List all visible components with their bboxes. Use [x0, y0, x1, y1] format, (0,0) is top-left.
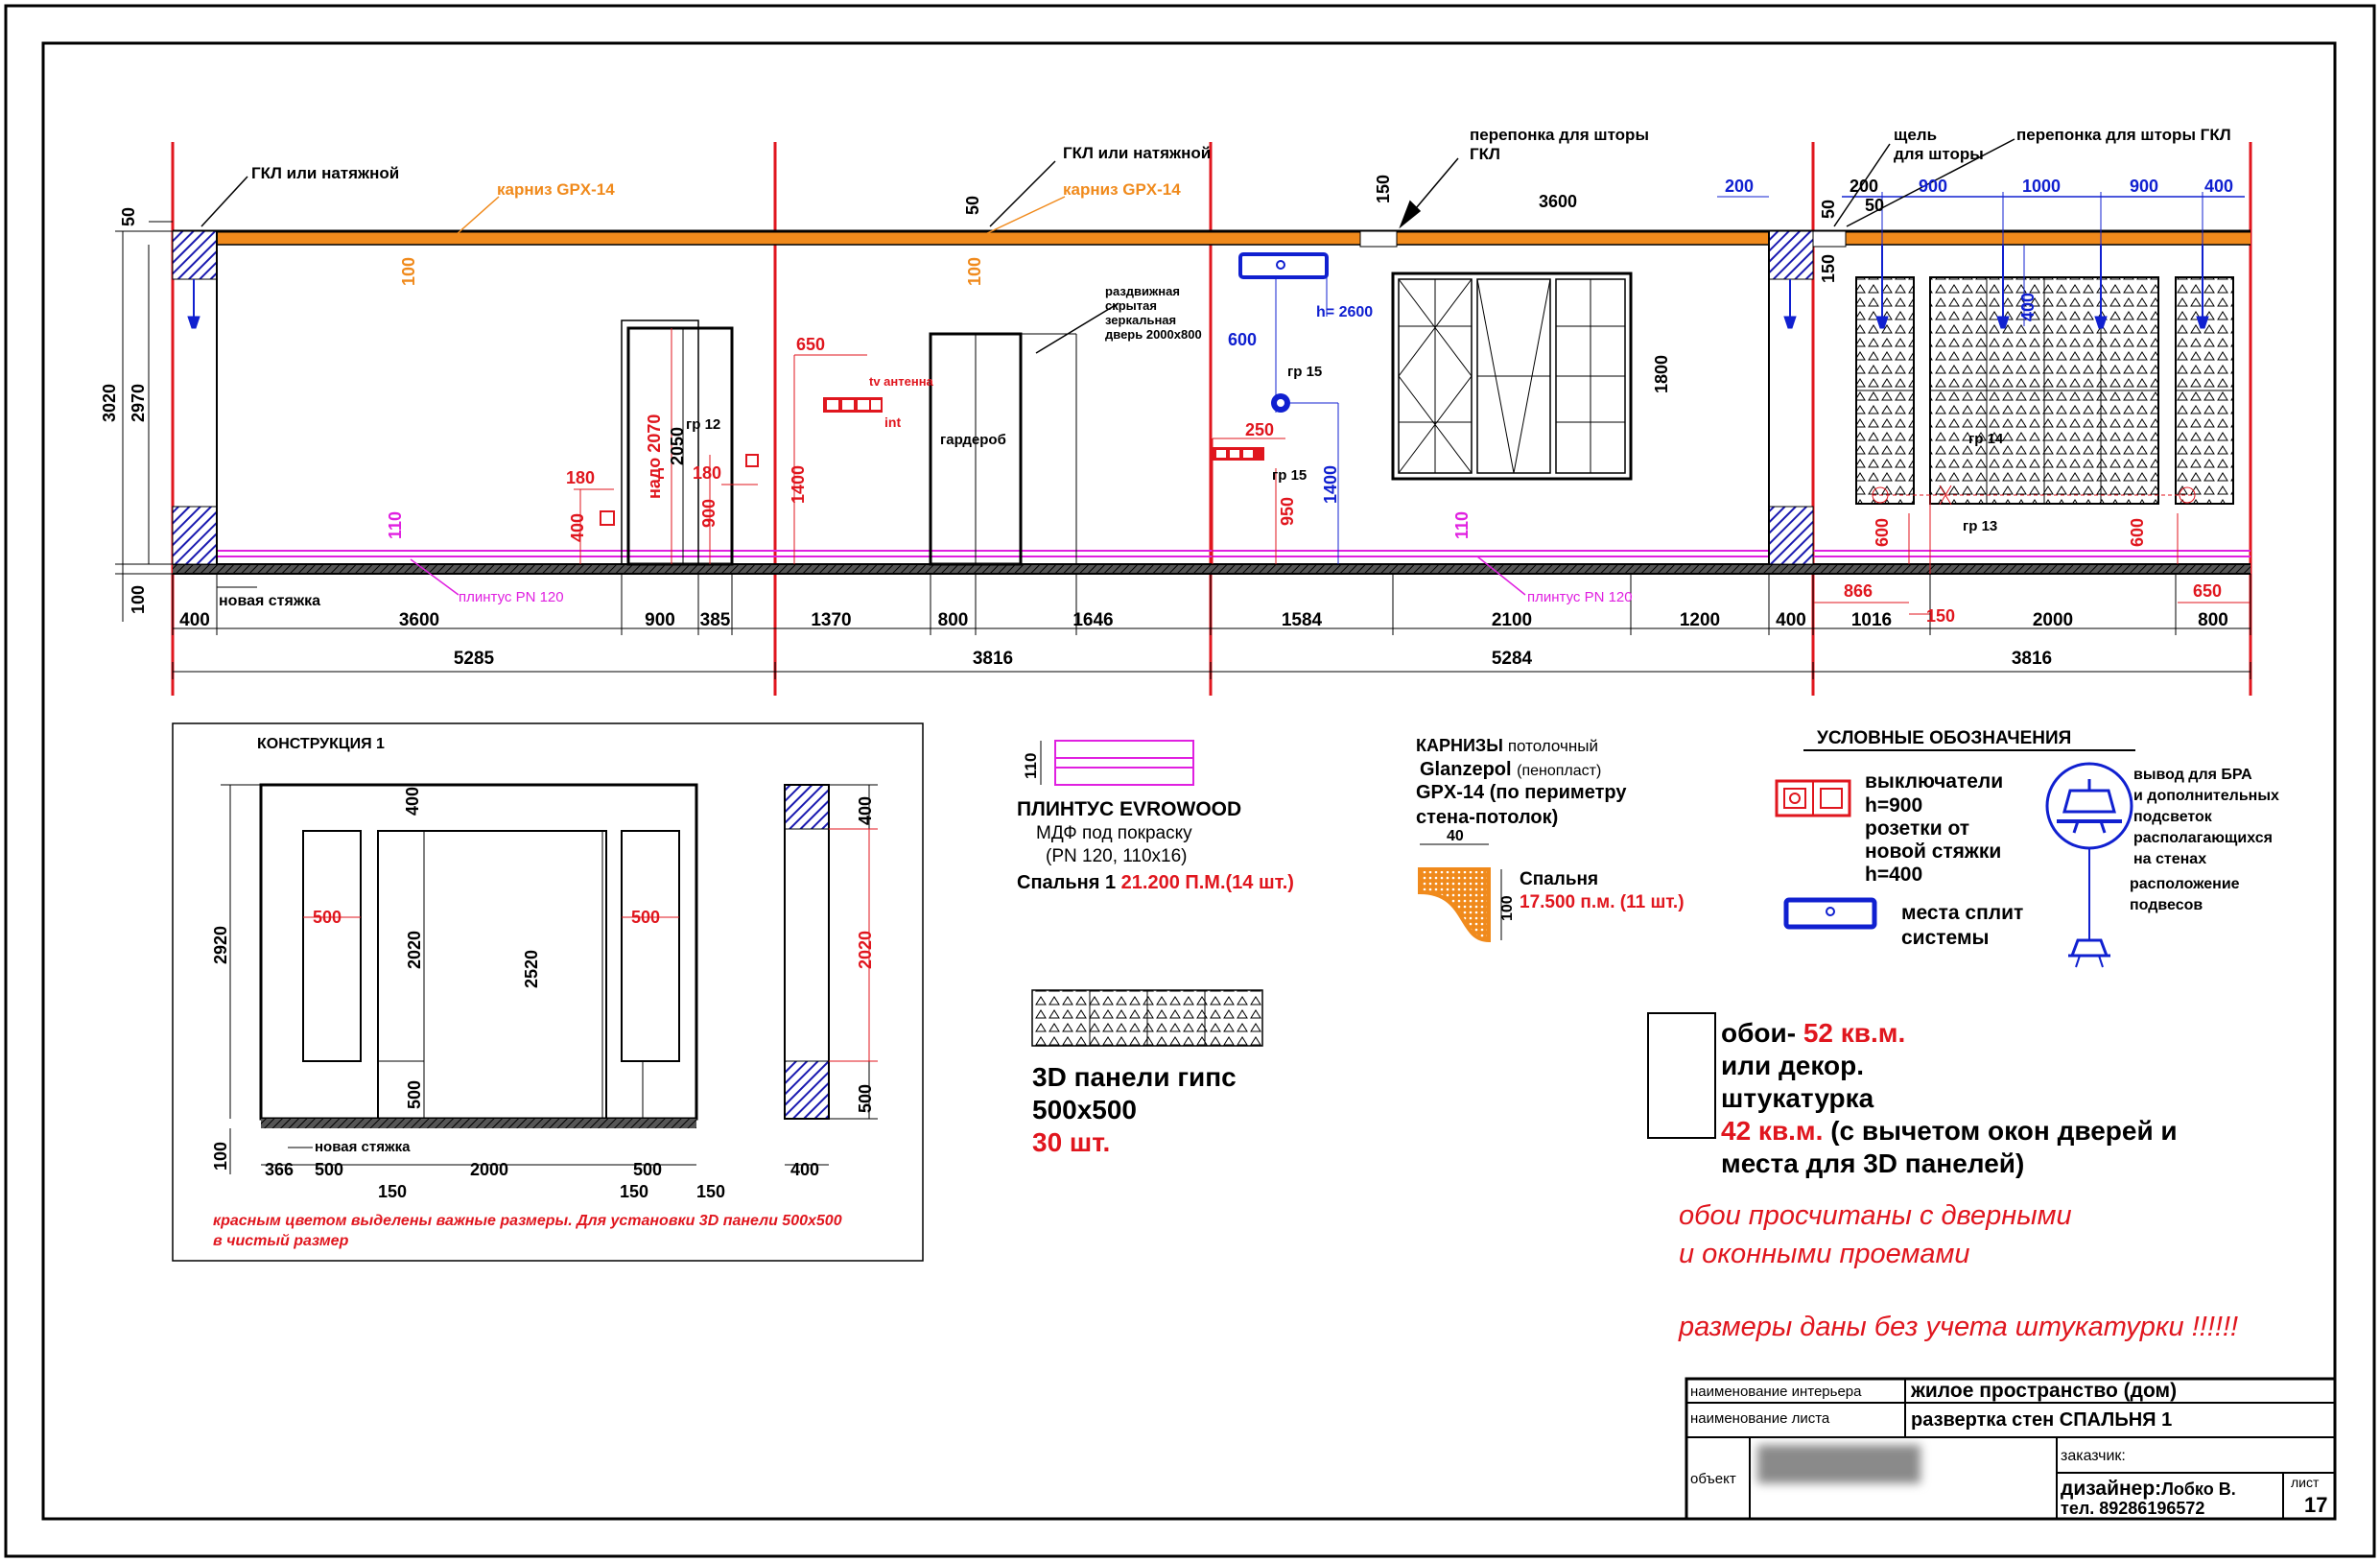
label-door-c: зеркальная	[1105, 313, 1177, 327]
dim: 250	[1245, 420, 1275, 439]
label-karniz: карниз GPX-14	[1063, 180, 1181, 199]
dim-bottom: 1200	[1679, 610, 1721, 630]
label-h2600: h= 2600	[1316, 304, 1374, 320]
wallpaper-line1: обои- 52 кв.м.	[1721, 1018, 1906, 1048]
legend-split: места сплит	[1901, 902, 2024, 924]
label-karniz: карниз GPX-14	[497, 180, 615, 199]
dim: 2970	[129, 383, 148, 422]
construction-note: красным цветом выделены важные размеры. Для установки 3D панели 500х500	[213, 1213, 842, 1229]
label-wardrobe: гардероб	[940, 432, 1006, 448]
legend-split-b: системы	[1901, 927, 1990, 949]
skirting-title: ПЛИНТУС EVROWOOD	[1017, 798, 1242, 820]
dim-bottom: 800	[937, 610, 969, 630]
dim-total: 5284	[1491, 649, 1533, 669]
dim: 1000	[2022, 177, 2062, 196]
label-gr12: гр 12	[686, 416, 721, 433]
dim: 2020	[856, 930, 875, 969]
dim: 500	[856, 1083, 875, 1113]
legend-title: УСЛОВНЫЕ ОБОЗНАЧЕНИЯ	[1817, 728, 2072, 748]
tb-key-sheet: наименование листа	[1690, 1410, 1830, 1427]
tb-designer: дизайнер:Лобко В.	[2061, 1478, 2236, 1500]
dim: 200	[1850, 177, 1879, 196]
dim: 150	[378, 1182, 408, 1201]
dim: 150	[696, 1182, 726, 1201]
dim: 50	[119, 206, 138, 226]
panels-amount: 30 шт.	[1032, 1127, 1111, 1157]
dim: 400	[856, 795, 875, 825]
floor-screed	[173, 564, 2250, 574]
skirting-line2: (PN 120, 110х16)	[1046, 846, 1188, 866]
label-skirting: плинтус PN 120	[1527, 589, 1633, 605]
label-skirting: плинтус PN 120	[459, 589, 564, 605]
dim: 500	[405, 1079, 424, 1109]
label-door-b: скрытая	[1105, 298, 1157, 313]
panels-spec	[1032, 990, 1262, 1157]
dim: 1400	[789, 464, 808, 504]
dim-bottom: 1646	[1072, 610, 1114, 630]
wallpaper-note1: обои просчитаны с дверными	[1679, 1200, 2072, 1231]
dim: 150	[1819, 253, 1838, 283]
window	[1393, 273, 1631, 479]
wallpaper-line2: или декор.	[1721, 1051, 1864, 1080]
label-door-d: дверь 2000х800	[1105, 327, 1202, 342]
label-curtain-partition-gkl: перепонка для шторы ГКЛ	[2016, 126, 2231, 144]
dim: 180	[566, 468, 596, 487]
construction-note-2: в чистый размер	[213, 1233, 349, 1249]
dim: 400	[2204, 177, 2234, 196]
legend-sconce-d: располагающихся	[2133, 830, 2273, 846]
dim: 900	[699, 498, 719, 528]
tb-sheet-name: развертка стен СПАЛЬНЯ 1	[1911, 1409, 2173, 1431]
dim-bottom: 1016	[1850, 610, 1893, 630]
dim: 2000	[470, 1160, 509, 1179]
dim: 400	[568, 512, 587, 542]
dim: 100	[129, 584, 148, 614]
panels-line2: 500х500	[1032, 1095, 1138, 1124]
cornice-room: Спальня	[1520, 869, 1599, 889]
wallpaper-note2: и оконными проемами	[1679, 1239, 1970, 1269]
dim: 2520	[522, 949, 541, 988]
construction-detail	[173, 723, 923, 1261]
dim: 100	[211, 1141, 230, 1171]
label-gr14: гр 14	[1968, 431, 2004, 447]
dim-bottom: 1584	[1281, 610, 1323, 630]
split-ac-icon	[1786, 900, 1874, 927]
tb-sheet-label: лист	[2291, 1475, 2320, 1490]
label-screed: новая стяжка	[315, 1139, 411, 1155]
label-gr13: гр 13	[1963, 518, 1998, 534]
tb-customer: заказчик:	[2061, 1448, 2126, 1464]
cornice-profile-icon	[1420, 869, 1489, 940]
dim: 50	[1819, 199, 1838, 219]
legend-sconce-e: на стенах	[2133, 851, 2207, 867]
dim: 40	[1447, 828, 1464, 844]
legend	[1777, 728, 2279, 967]
dim: 100	[1499, 895, 1516, 921]
dim-bottom: 800	[2198, 610, 2228, 630]
legend-sconce-b: и дополнительных	[2133, 788, 2279, 804]
dim-bottom: 385	[699, 610, 731, 630]
label-tv: tv антенна	[869, 374, 933, 389]
dim: 866	[1844, 581, 1873, 601]
dim: 150	[1926, 606, 1956, 626]
dim-total: 3816	[2011, 649, 2053, 669]
dim: 600	[1873, 517, 1892, 547]
dim-total: 3816	[972, 649, 1014, 669]
dim: 400	[403, 786, 422, 816]
tb-key-object: объект	[1690, 1471, 1736, 1487]
label-door-a: раздвижная	[1105, 284, 1180, 298]
dim: 150	[1374, 174, 1393, 203]
label-gkl: ГКЛ или натяжной	[1063, 144, 1212, 162]
dim-nado: надо 2070	[645, 414, 664, 499]
dim: 2050	[668, 426, 687, 465]
corner-column	[1769, 231, 1813, 279]
dim: 3600	[1539, 192, 1578, 211]
dim-bottom: 2000	[2032, 610, 2074, 630]
dim: 100	[965, 256, 984, 286]
dim: 900	[2130, 177, 2159, 196]
cornice-line2: стена-потолок)	[1416, 807, 1559, 828]
dim: 100	[399, 256, 418, 286]
dim: 1800	[1652, 354, 1671, 393]
label-slot: щель	[1894, 126, 1938, 144]
cornice-spec	[1416, 736, 1685, 940]
legend-sockets: розетки от	[1865, 817, 1970, 840]
dim: 110	[1452, 510, 1472, 539]
dim-bottom: 1370	[811, 610, 852, 630]
tb-sheet-number: 17	[2304, 1493, 2328, 1517]
construction-title: КОНСТРУКЦИЯ 1	[257, 736, 385, 752]
dim-bottom: 3600	[398, 610, 440, 630]
dim: 180	[693, 463, 722, 483]
skirting-amount: Спальня 1 21.200 П.М.(14 шт.)	[1017, 872, 1294, 893]
blurred-object-info	[1757, 1445, 1920, 1483]
dim: 600	[1228, 330, 1258, 349]
legend-sockets-h: h=400	[1865, 864, 1923, 886]
label-screed: новая стяжка	[219, 593, 321, 609]
legend-sockets-b: новой стяжки	[1865, 840, 2002, 863]
dim: 366	[265, 1160, 295, 1179]
dim-total: 5285	[453, 649, 495, 669]
dim: 650	[796, 335, 826, 354]
dim: 200	[1725, 177, 1755, 196]
sconce-outlet-icon	[2047, 764, 2132, 940]
3d-panels	[1856, 277, 2233, 504]
panels-line1: 3D панели гипс	[1032, 1062, 1237, 1092]
label-gr15: гр 15	[1272, 467, 1308, 484]
wallpaper-line5: места для 3D панелей)	[1721, 1148, 2025, 1178]
dim: 1400	[1321, 464, 1340, 504]
label-gr15: гр 15	[1287, 364, 1323, 380]
corner-column	[173, 231, 217, 279]
tb-interior: жилое пространство (дом)	[1911, 1380, 2178, 1402]
ceiling-cornice	[173, 231, 2250, 245]
dim: 500	[313, 908, 342, 927]
dim: 2020	[405, 930, 424, 969]
wallpaper-spec	[1648, 1013, 2238, 1342]
wallpaper-swatch	[1648, 1013, 1715, 1138]
dim: 2920	[211, 925, 230, 964]
skirting-spec	[1017, 741, 1294, 893]
label-curtain-partition-b: ГКЛ	[1470, 145, 1500, 163]
dim: 110	[386, 510, 405, 539]
dim: 400	[790, 1160, 820, 1179]
cornice-line: GPX-14 (по периметру	[1416, 782, 1627, 803]
label-curtain-partition: перепонка для шторы	[1470, 126, 1649, 144]
dim-bottom: 2100	[1491, 610, 1533, 630]
label-slot-b: для шторы	[1894, 145, 1984, 163]
cornice-title: КАРНИЗЫ потолочный	[1416, 736, 1598, 755]
dim: 400	[2018, 292, 2038, 321]
title-block	[1686, 1379, 2335, 1519]
tb-phone: тел. 89286196572	[2061, 1499, 2205, 1518]
dim: 50	[1865, 196, 1885, 215]
dim: 500	[315, 1160, 344, 1179]
skirting-line1: МДФ под покраску	[1036, 823, 1192, 843]
legend-switches-h: h=900	[1865, 794, 1923, 816]
dim: 650	[2193, 581, 2223, 601]
dim-bottom: 900	[645, 610, 675, 630]
wallpaper-line3: штукатурка	[1721, 1083, 1874, 1113]
label-gkl: ГКЛ или натяжной	[251, 164, 400, 182]
dim: 150	[620, 1182, 649, 1201]
dim-bottom: 400	[179, 610, 210, 630]
dim: 900	[1919, 177, 1948, 196]
switch-socket-icon	[1777, 781, 1850, 816]
label-int: int	[884, 414, 902, 430]
dim: 950	[1278, 496, 1297, 526]
dim: 50	[963, 195, 982, 215]
dim: 500	[631, 908, 661, 927]
wallpaper-line4: 42 кв.м. (с вычетом окон дверей и	[1721, 1116, 2178, 1146]
legend-pendants-b: подвесов	[2130, 897, 2203, 913]
legend-switches: выключатели	[1865, 770, 2004, 793]
cornice-amount: 17.500 п.м. (11 шт.)	[1520, 892, 1685, 912]
dim-bottom: 400	[1776, 610, 1806, 630]
plaster-note: размеры даны без учета штукатурки !!!!!!	[1679, 1312, 2239, 1342]
dim: 110	[1022, 752, 1040, 779]
tb-key-interior: наименование интерьера	[1690, 1384, 1862, 1400]
dim: 3020	[100, 383, 119, 422]
dim: 500	[633, 1160, 663, 1179]
legend-pendants: расположение	[2130, 876, 2240, 892]
pendant-icon	[2068, 940, 2110, 967]
cornice-brand: Glanzepol (пенопласт)	[1420, 759, 1602, 780]
legend-sconce-c: подсветок	[2133, 809, 2212, 825]
legend-sconce: вывод для БРА	[2133, 767, 2252, 783]
dim: 600	[2128, 517, 2147, 547]
